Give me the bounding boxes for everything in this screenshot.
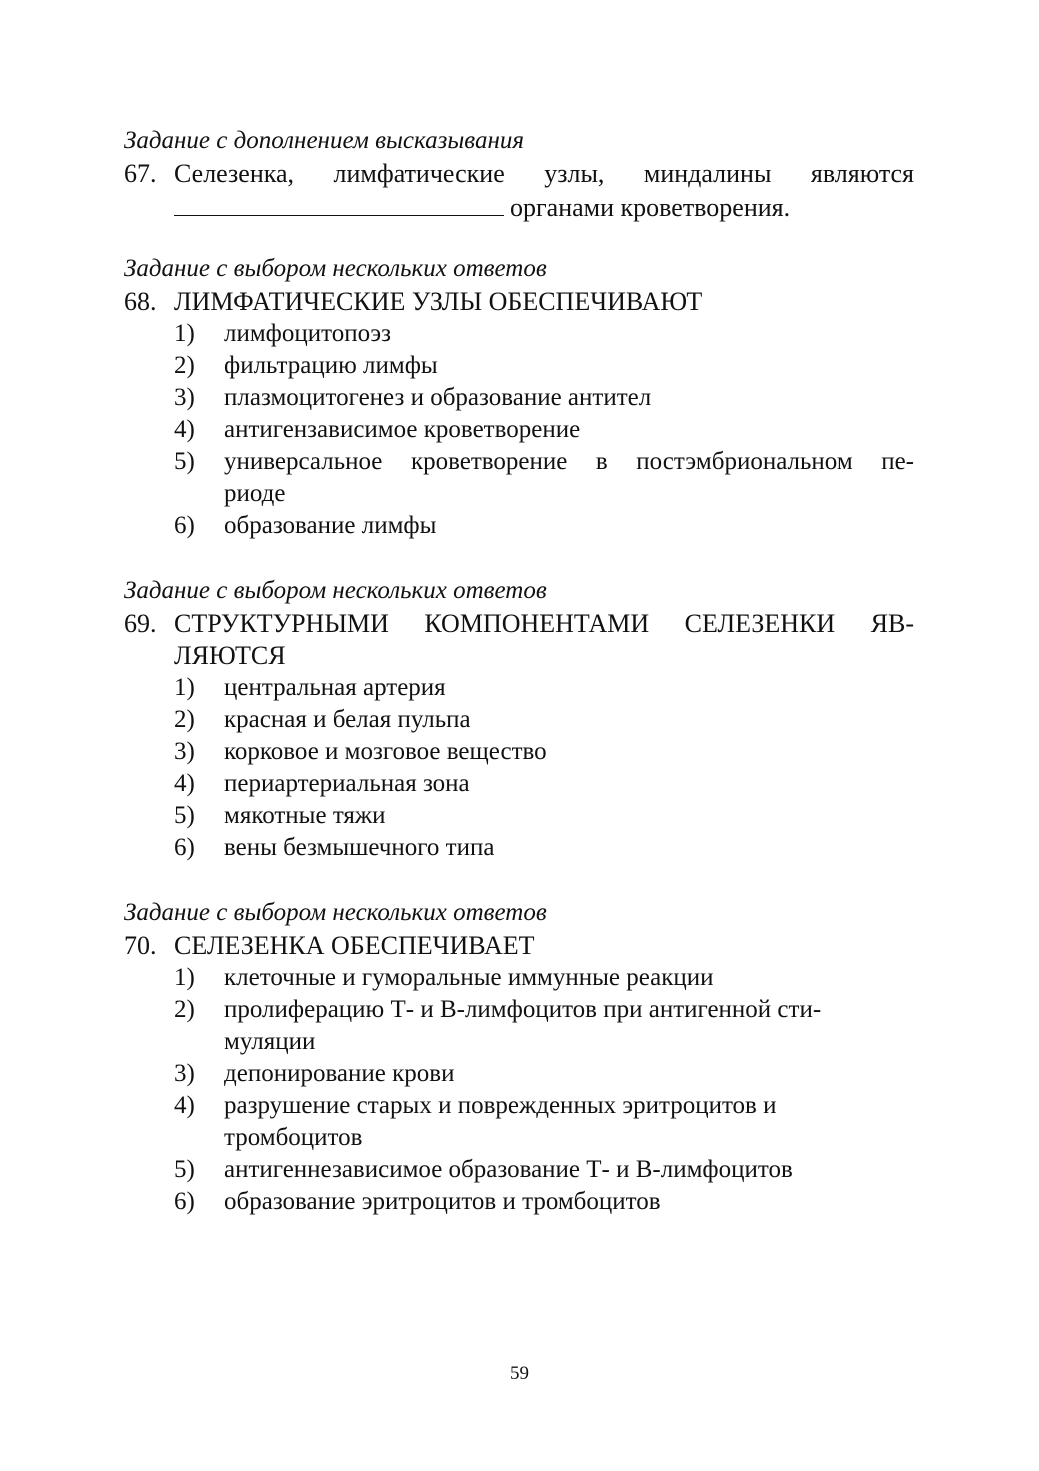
option-text: антигензависимое кроветворение	[224, 416, 581, 443]
option-number: 5)	[174, 1156, 195, 1183]
option-number: 3)	[174, 738, 195, 765]
question-number-70: 70.	[124, 931, 157, 960]
question-number-68: 68.	[124, 287, 157, 316]
question-number-69: 69.	[124, 609, 157, 638]
option-text: лимфоцитопоэз	[224, 320, 392, 347]
option-text: мякотные тяжи	[224, 802, 386, 829]
option-text: фильтрацию лимфы	[224, 352, 438, 379]
option-number: 3)	[174, 1060, 195, 1087]
option-text-continuation: риоде	[224, 480, 286, 507]
option-number: 6)	[174, 834, 195, 861]
option-text: образование эритроцитов и тромбоцитов	[224, 1188, 661, 1215]
option-text: корковое и мозговое вещество	[224, 738, 547, 765]
option-text: плазмоцитогенез и образование антител	[224, 384, 652, 411]
question-number-67: 67.	[124, 159, 157, 188]
task-type-label-67: Задание с дополнением высказывания	[124, 127, 524, 154]
option-text: разрушение старых и поврежденных эритроцитов и	[224, 1092, 777, 1119]
option-text: универсальное кроветворение в постэмбриональном пе-	[224, 448, 914, 475]
page-number: 59	[510, 1363, 529, 1384]
option-text: антигеннезависимое образование Т- и В-лимфоцитов	[224, 1156, 793, 1183]
fill-in-blank	[174, 193, 504, 216]
option-number: 4)	[174, 1092, 195, 1119]
option-number: 6)	[174, 1188, 195, 1215]
question-text-69-continuation: ЛЯЮТСЯ	[174, 641, 286, 670]
option-text: красная и белая пульпа	[224, 706, 471, 733]
option-text: клеточные и гуморальные иммунные реакции	[224, 964, 714, 991]
option-text: вены безмышечного типа	[224, 834, 495, 861]
option-number: 4)	[174, 416, 195, 443]
question-text-67: Селезенка, лимфатические узлы, миндалины являются	[174, 159, 914, 188]
question-67-continuation	[174, 192, 790, 224]
option-text: пролиферацию Т- и В-лимфоцитов при антигенной сти-	[224, 996, 822, 1023]
option-number: 5)	[174, 802, 195, 829]
question-text-69: СТРУКТУРНЫМИ КОМПОНЕНТАМИ СЕЛЕЗЕНКИ ЯВ-	[174, 609, 914, 638]
task-type-label-69: Задание с выбором нескольких ответов	[124, 577, 547, 604]
option-text-continuation: тромбоцитов	[224, 1124, 363, 1151]
option-number: 1)	[174, 964, 195, 991]
option-text: периартериальная зона	[224, 770, 470, 797]
option-number: 3)	[174, 384, 195, 411]
option-text-continuation: муляции	[224, 1028, 316, 1055]
option-number: 2)	[174, 352, 195, 379]
option-number: 5)	[174, 448, 195, 475]
option-number: 1)	[174, 674, 195, 701]
option-number: 2)	[174, 996, 195, 1023]
option-text: центральная артерия	[224, 674, 446, 701]
option-number: 2)	[174, 706, 195, 733]
task-type-label-68: Задание с выбором нескольких ответов	[124, 255, 547, 282]
task-type-label-70: Задание с выбором нескольких ответов	[124, 899, 547, 926]
option-number: 6)	[174, 512, 195, 539]
option-text: депонирование крови	[224, 1060, 455, 1087]
option-number: 4)	[174, 770, 195, 797]
question-text-70: СЕЛЕЗЕНКА ОБЕСПЕЧИВАЕТ	[174, 931, 535, 960]
question-text-68: ЛИМФАТИЧЕСКИЕ УЗЛЫ ОБЕСПЕЧИВАЮТ	[174, 287, 703, 316]
question-67-suffix: органами кроветворения.	[510, 193, 791, 222]
option-number: 1)	[174, 320, 195, 347]
option-text: образование лимфы	[224, 512, 437, 539]
